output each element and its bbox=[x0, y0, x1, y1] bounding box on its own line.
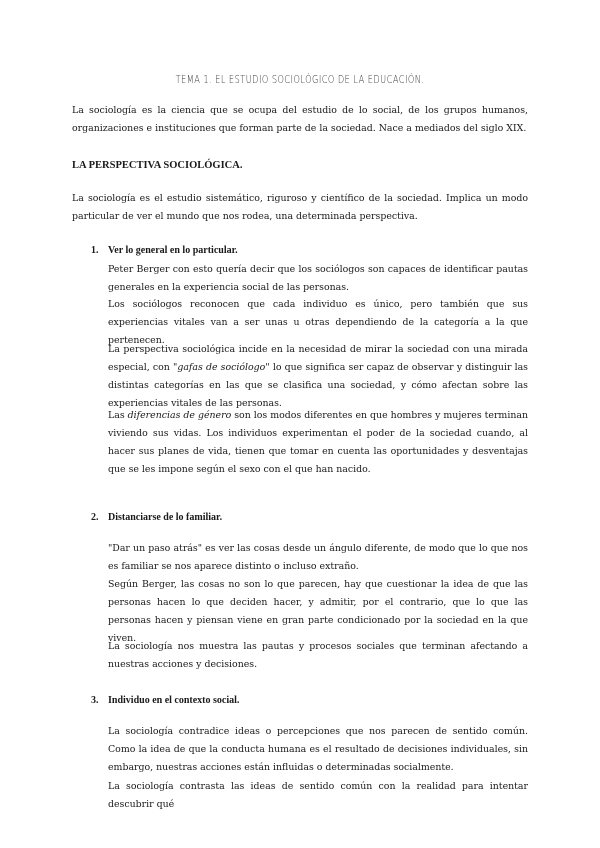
item-1-paragraph-2: Los sociólogos reconocen que cada individuo es único, pero también que sus experiencias vitales van a ser unas u otras dependiendo de la categoría a la que pertenecen. bbox=[108, 299, 528, 346]
item-2-paragraph-3: La sociología nos muestra las pautas y procesos sociales que terminan afectando a nuestras acciones y decisiones. bbox=[108, 641, 528, 670]
item-1-p3-emphasis: "gafas de sociólogo" bbox=[173, 362, 270, 373]
item-1-p4-emphasis: diferencias de género bbox=[127, 410, 232, 421]
item-1-paragraph-4 bbox=[108, 407, 528, 479]
item-3-number: 3. bbox=[91, 695, 99, 706]
section-intro-paragraph: La sociología es el estudio sistemático, riguroso y científico de la sociedad. Implica un modo particular de ver el mundo que nos rodea, una determinada perspectiva. bbox=[72, 193, 528, 222]
section-heading: LA PERSPECTIVA SOCIOLÓGICA. bbox=[72, 160, 243, 171]
item-3-paragraph-1: La sociología contradice ideas o percepciones que nos parecen de sentido común. Como la idea de que la conducta humana es el resultado de decisiones individuales, sin embargo, nuestras acciones están influidas o determinadas socialmente. bbox=[108, 726, 528, 773]
item-1-p3-text-a: La perspectiva sociológica incide en la necesidad de mirar la sociedad con una mirada especial, con bbox=[108, 344, 528, 373]
item-1-heading bbox=[91, 245, 238, 256]
item-1-p4-text-a: Las bbox=[108, 410, 128, 421]
item-1-p3-text-b: lo que significa ser capaz de observar y distinguir las distintas categorías en las que se clasifica una sociedad, y cómo afectan sobre las experiencias vitales de las personas. bbox=[108, 362, 528, 409]
item-2-heading bbox=[91, 512, 222, 523]
item-1-paragraph-3 bbox=[108, 341, 528, 413]
item-2-title: Distanciarse de lo familiar. bbox=[108, 512, 223, 523]
item-3-paragraph-2: La sociología contrasta las ideas de sentido común con la realidad para intentar descubrir qué bbox=[108, 781, 528, 810]
item-3-title: Individuo en el contexto social. bbox=[108, 695, 240, 706]
item-1-paragraph-1: Peter Berger con esto quería decir que los sociólogos son capaces de identificar pautas generales en la experiencia social de las personas. bbox=[108, 264, 528, 293]
item-1-title: Ver lo general en lo particular. bbox=[108, 245, 238, 256]
item-2-number: 2. bbox=[91, 512, 99, 523]
item-2-paragraph-2: Según Berger, las cosas no son lo que parecen, hay que cuestionar la idea de que las personas hacen lo que deciden hacer, y admitir, por el contrario, que lo que las personas hacen y piensan viene en gran parte condicionado por la sociedad en la que viven. bbox=[108, 579, 528, 644]
document-title: TEMA 1. EL ESTUDIO SOCIOLÓGICO DE LA EDUCACIÓN. bbox=[175, 74, 425, 86]
item-3-heading bbox=[91, 695, 239, 706]
item-1-p4-text-b: son los modos diferentes en que hombres y mujeres terminan viviendo sus vidas. Los individuos experimentan el poder de la sociedad cuando, al hacer sus planes de vida, tienen que tomar en cuenta las oportunidades y desventajas que se les impone según el sexo con el que han nacido. bbox=[108, 410, 528, 475]
intro-paragraph: La sociología es la ciencia que se ocupa del estudio de lo social, de los grupos humanos, organizaciones e instituciones que forman parte de la sociedad. Nace a mediados del siglo XIX. bbox=[72, 105, 528, 134]
item-1-number: 1. bbox=[91, 245, 99, 256]
item-2-paragraph-1: "Dar un paso atrás" es ver las cosas desde un ángulo diferente, de modo que lo que nos es familiar se nos aparece distinto o incluso extraño. bbox=[108, 543, 528, 572]
